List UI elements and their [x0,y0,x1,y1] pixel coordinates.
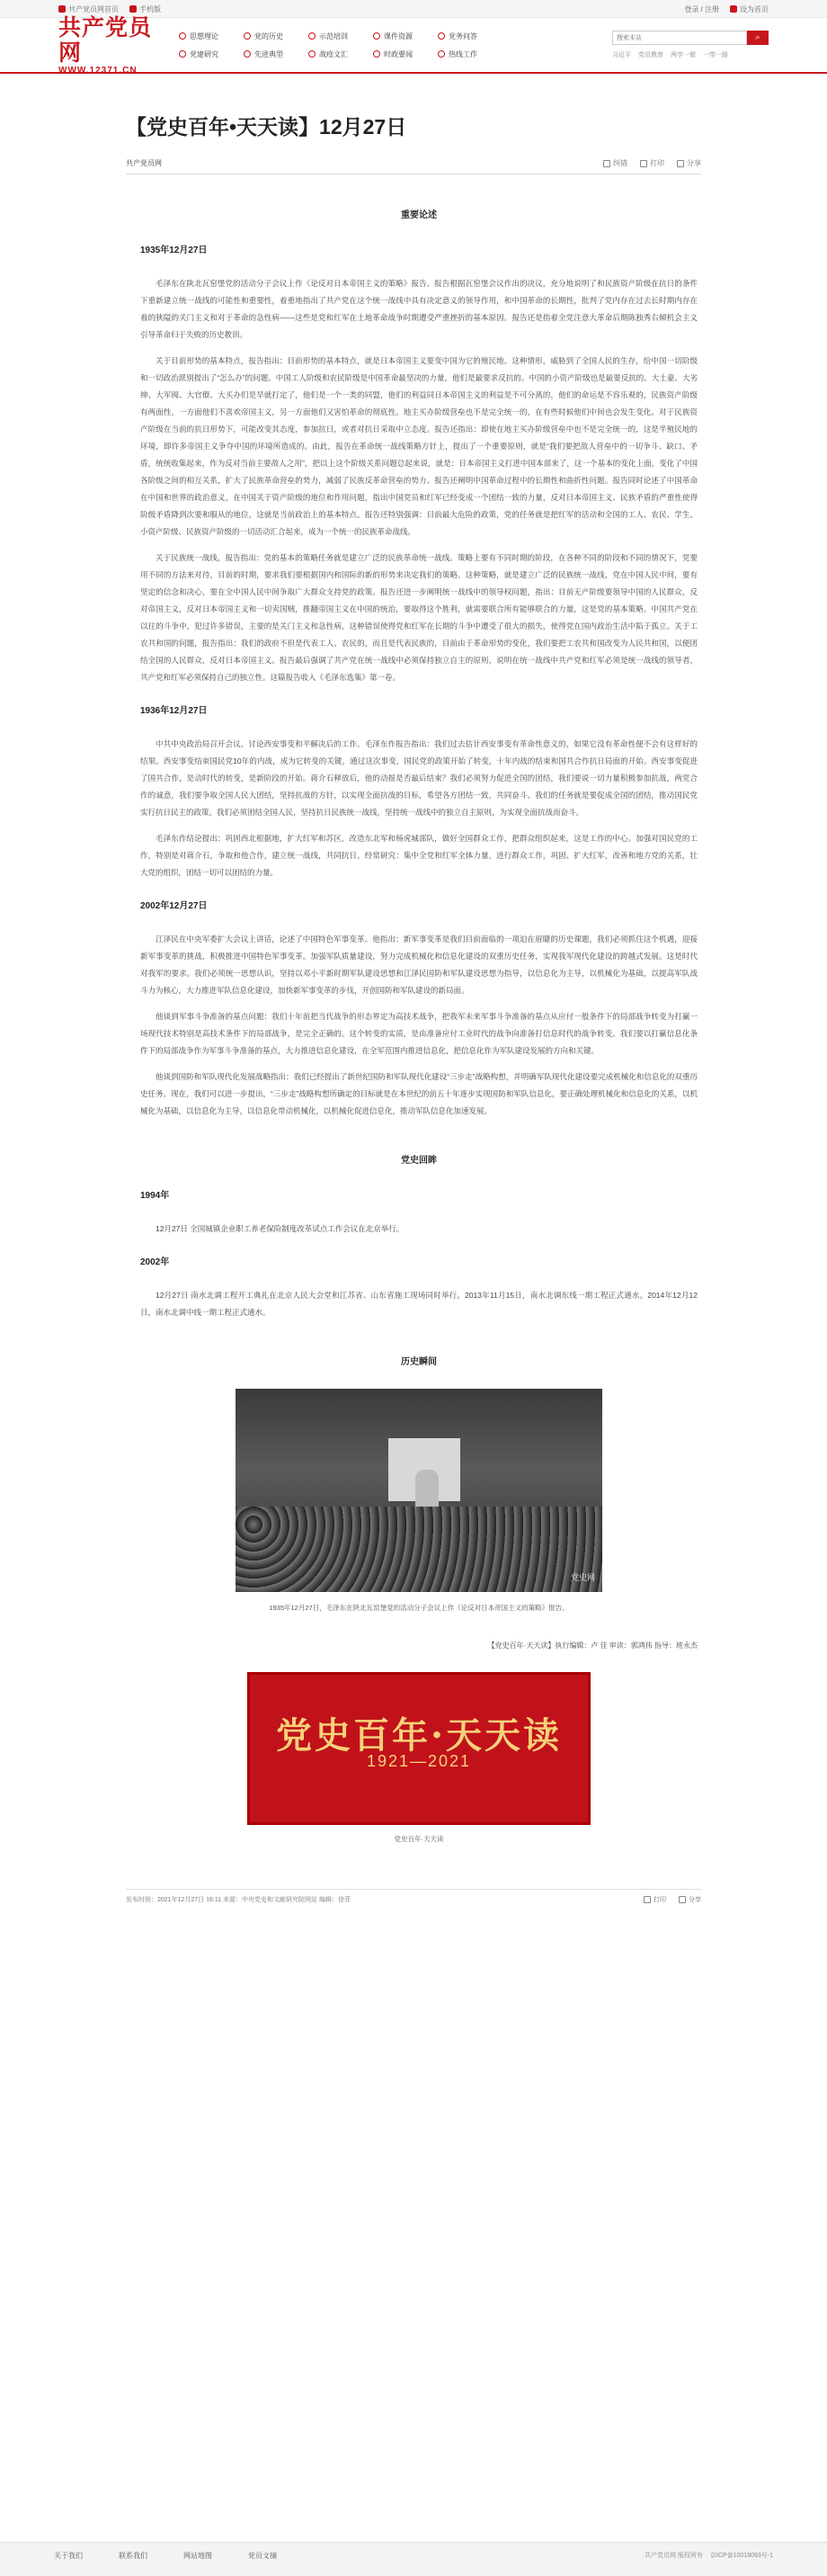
photo-watermark: 党史网 [570,1573,595,1582]
banner-years: 1921—2021 [366,1752,472,1770]
historic-photo [236,1389,602,1592]
paragraph: 中共中央政治局召开会议，讨论西安事变和平解决后的工作。毛泽东作报告指出：我们过去估计西安事变有革命性意义的，如果它没有革命性便不会有这样好的结果。西安事变结束国民党10年的内战，成为它转变的关键，通过这次事变，国民党的政策开始了转变，十年内战的结束和国共合作抗日局面的开始。西安事变促进了国共合作，是动时代的转变，是新阶段的开始。蒋介石释放后，他的动摇是否最后结束？我们必须努力促进全国的团结，我们要说一切力量积极参加抗战，两党合作的诚意，我们要争取全国人民大团结，坚持抗战的方针，以实现全面抗战的目标，希望各方团结一致，共同奋斗。我们的任务就是要促成全国的团结，推动国民党实行抗日民主的政策。我们必须团结全国人民，坚持抗日民族统一战线，坚持统一战线中的独立自主原则，为实现全面抗战而奋斗。 [140,739,698,817]
paragraph: 关于目前形势的基本特点，报告指出：目前形势的基本特点，就是日本帝国主义要变中国为它的殖民地。这种情形，威胁到了全国人民的生存，给中国一切阶级和一切政治派别提出了“怎么办”的问题。中国工人阶级和农民阶级是中国革命最坚决的力量，他们是最要求反抗的。中国的小资产阶级也是最要反抗的。大土豪、大劣绅、大军阀、大官僚、大买办们是早就打定了，他们是一个一类的同盟，他们的利益同日本帝国主义的利益是不可分离的，他们的命运是不容乐观的，民族资产阶级有两面性，一方面他们不喜欢帝国主义，另一方面他们又害怕革命的彻底性。地主买办阶级营垒也不是完全统一的，在有些时候他们中间也会发生变化。对于民族资产阶级在当前的抗日形势下，可能改变其态度，参加抗日，或者对抗日采取中立态度。报告还指出：即使在地主买办阶级营垒中也不是完全统一的，这是半殖民地的环境，即许多帝国主义争夺中国的环境所造成的。由此，报告在革命统一战线策略方针上，提出了一个重要原则，就是“我们要把敌人营垒中的一切争斗、缺口、矛盾，统统收集起来，作为反对当前主要敌人之用”，把以上这个阶级关系问题总起来说，就是：日本帝国主义打进中国本部来了，这一个基本的变化上面，变化了中国各阶级之间的相互关系，扩大了民族革命营垒的势力，减弱了民族反革命营垒的势力。报告还阐明中国革命过程中的长期性和曲折性问题。报告同时论述了中国革命在中国和世界的政治意义，在中国关于资产阶级的地位和作用问题，指出中国党员和红军已经变成一个团结一致的力量，反对日本帝国主义、民族矛盾的严重性使得阶级矛盾降到次要和服从的地位，这就是当前政治上的基本特点。报告还特别强调：目前最大危险的政策，党的任务就是把红军的活动和全国的工人、农民、学生、小资产阶级、民族资产阶级的一切活动汇合起来，成为一个统一的民族革命战线。 [140,356,698,536]
year-heading: 2002年12月27日 [140,901,208,911]
section-heading: 党史回眸 [401,1156,437,1166]
article-body [108,207,719,1847]
share-icon [679,1896,686,1903]
paragraph: 毛泽东在陕北瓦窑堡党的活动分子会议上作《论反对日本帝国主义的策略》报告。报告根据瓦窑堡会议作出的决议，充分地说明了和民族资产阶级在抗日的条件下重新建立统一战线的可能性和重要性，着重地指出了共产党在这个统一战线中具有决定意义的领导作用，和中国革命的长期性，批判了党内存在过去长时期内存在着的狭隘的关门主义和对于革命的急性病——这些是党和红军在土地革命战争时期遭受严重挫折的基本原因。报告还是指着全党注意大革命后期陈独秀右倾机会主义引导革命归于失败的历史教训。 [140,279,698,339]
paragraph: 12月27日 全国城镇企业职工养老保险制度改革试点工作会议在北京举行。 [156,1224,405,1233]
footer-link[interactable]: 党员文摘 [248,2551,277,2560]
year-heading: 1994年 [140,1191,170,1201]
icp-number[interactable]: 京ICP备10018093号-1 [709,2553,773,2559]
year-heading: 1936年12月27日 [140,706,208,716]
nav-item[interactable]: 时政要闻 [373,49,438,59]
main-nav [179,31,502,59]
publish-info: 发布时间：2021年12月27日 16:11 来源：中央党史和文献研究院网站 编辑：徐菲 [126,1897,351,1903]
article-meta [126,158,701,174]
home-icon [58,5,66,13]
nav-item[interactable]: 党的历史 [244,31,308,41]
nav-item[interactable]: 热线工作 [438,49,502,59]
nav-item[interactable]: 党建研究 [179,49,244,59]
house-icon [730,5,737,13]
set-homepage-link[interactable]: 设为首页 [730,4,769,14]
copyright: 共产党员网 版权所有 [645,2553,703,2559]
year-heading: 2002年 [140,1257,170,1267]
photo-caption: 1935年12月27日，毛泽东在陕北瓦窑堡党的活动分子会议上作《论反对日本帝国主义的策略》报告。 [269,1604,569,1612]
footer-link[interactable]: 联系我们 [119,2551,147,2560]
section-heading: 历史瞬间 [401,1357,437,1367]
search-button[interactable] [747,31,769,45]
year-heading: 1935年12月27日 [140,246,208,255]
paragraph: 他谈到军事斗争准备的基点问题：我们十年前把当代战争的形态界定为高技术战争，把我军未来军事斗争准备的基点从应付一般条件下的局部战争转变为打赢一场现代技术特别是高技术条件下的局部战争，是完全正确的。这个转变的实质，是由准备应付工业时代的战争向准备打信息时代的战争转变。我们要以打赢信息化条件下的局部战争作为军事斗争准备的基点，大力推进信息化建设，在全军范围内推进信息化，把信息化作为军队建设发展的方向和关键。 [140,1012,698,1055]
nav-item[interactable]: 战疫文汇 [308,49,373,59]
mobile-icon [129,5,137,13]
section-heading: 重要论述 [401,210,437,220]
column-banner [247,1672,591,1825]
print-button[interactable]: 打印 [640,158,664,168]
edit-icon [603,160,610,167]
search-input[interactable] [612,31,747,45]
site-footer [0,2542,827,2576]
site-logo[interactable]: 共产党员网 WWW.12371.CN [58,13,153,76]
hot-keyword[interactable]: 习近平 [612,52,631,58]
footer-link[interactable]: 网站地图 [183,2551,212,2560]
nav-item[interactable]: 党务问答 [438,31,502,41]
nav-item[interactable]: 先进典型 [244,49,308,59]
hot-keyword[interactable]: 党员教育 [638,52,663,58]
footer-link[interactable]: 关于我们 [54,2551,83,2560]
historic-photo-figure [140,1389,698,1614]
paragraph: 江泽民在中央军委扩大会议上讲话，论述了中国特色军事变革。他指出：新军事变革是我们目前面临的一项迫在眉睫的历史课题，我们必须抓住这个机遇，迎接新军事变革的挑战，积极推进中国特色军事变革。加强军队质量建设，努力完成机械化和信息化建设的双重历史任务，实现我军现代化建设的跨越式发展。这是时代对我军的要求。我们必须统一思想认识，坚持以邓小平新时期军队建设思想和江泽民国防和军队建设思想为指导，以信息化为主导，以机械化为基础，以提高军队战斗力为核心，大力推进军队信息化建设，加快新军事变革的步伐，开创国防和军队建设的新局面。 [140,935,698,995]
home-link[interactable]: 共产党员网首页 [58,4,119,14]
search-icon: ⌕ [755,33,760,42]
banner-caption: 党史百年·天天读 [394,1835,444,1843]
share-icon [677,160,684,167]
editor-credits: 【党史百年·天天读】执行编辑：卢 佳 审读：郭鸿伟 指导：班永杰 [487,1641,698,1650]
hot-keywords [612,50,769,59]
article-title: 【党史百年•天天读】12月27日 [126,115,407,139]
paragraph: 毛泽东作结论提出：巩固西北根据地，扩大红军和苏区，改造东北军和杨虎城部队，做好全国群众工作，把群众组织起来，这是工作的中心。加强对国民党的工作，特别是对蒋介石，争取和他合作，建立统一战线，共同抗日。经常研究：集中全党和红军全体力量，进行群众工作，巩固、扩大红军，改善和地方党的关系，壮大党的组织，团结一切可以团结的力量。 [140,834,698,877]
article-tools [603,158,701,168]
share-button[interactable]: 分享 [679,1895,701,1904]
article-tools-bottom [644,1895,701,1904]
print-button[interactable]: 打印 [644,1895,666,1904]
login-link[interactable]: 登录 / 注册 [684,4,719,13]
share-button[interactable]: 分享 [677,158,701,168]
report-error-button[interactable]: 纠错 [603,158,627,168]
paragraph: 12月27日 南水北调工程开工典礼在北京人民大会堂和江苏省、山东省施工现场同时举行。2013年11月15日，南水北调东线一期工程正式通水。2014年12月12日，南水北调中线一期工程正式通水。 [140,1291,698,1317]
paragraph: 关于民族统一战线，报告指出：党的基本的策略任务就是建立广泛的民族革命统一战线。策略上要有不同时期的阶段，在各种不同的阶段和不同的情况下，党要用不同的方法来对待，目前的时期，要求我们要根据国内和国际的新的形势来决定我们的策略。这种策略，就是建立广泛的民族统一战线，党在中国人民中间，要有坚定的信念和决心，要在全中国人民中间争取广大群众支持党的政策。报告还进一步阐明统一战线中的领导权问题，指出：目前无产阶级要领导中国的人民群众，反对帝国主义，反对日本帝国主义和一切卖国贼，推翻帝国主义在中国的统治，要取得这个胜利，就需要联合所有能够联合的力量，这是党的基本策略。中国共产党在以往的斗争中，犯过许多错误，主要的是关门主义和急性病，这种错误使得党和红军在长期的斗争中遭受了很大的损失，使得党在国内政治生活中陷于孤立。关于工农共和国的问题，报告指出：我们的政府不但是代表工人、农民的，而且是代表民族的，目前由于革命形势的变化，我们要把工农共和国改变为人民共和国，以便团结全国的人民群众，反对日本帝国主义。报告最后强调了共产党在统一战线中必须保持独立自主的原则，说明在统一战线中共产党和红军必须是统一战线的领导者，共产党和红军必须保持自己的独立性。这篇报告收入《毛泽东选集》第一卷。 [140,553,698,682]
hot-keyword[interactable]: 一带一路 [703,52,728,58]
printer-icon [644,1896,651,1903]
nav-item[interactable]: 课件资源 [373,31,438,41]
banner-title: 党史百年·天天读 [276,1714,562,1757]
search-area [612,31,769,59]
nav-item[interactable]: 思想理论 [179,31,244,41]
paragraph: 他谈到国防和军队现代化发展战略指出：我们已经提出了新世纪国防和军队现代化建设“三步走”战略构想，并明确军队现代化建设要完成机械化和信息化的双重历史任务。现在，我们可以进一步提出，“三步走”战略构想所确定的目标就是在本世纪的前五十年逐步实现国防和军队信息化，要正确处理机械化和信息化的关系，以机械化为基础，以信息化为主导，以信息化带动机械化，以机械化促进信息化，推动军队信息化加速发展。 [140,1072,698,1115]
nav-item[interactable]: 示范培训 [308,31,373,41]
article [108,74,719,1904]
article-footer [126,1889,701,1904]
printer-icon [640,160,647,167]
hot-keyword[interactable]: 两学一做 [671,52,696,58]
mobile-link[interactable]: 手机版 [129,4,161,14]
article-source: 共产党员网 [126,159,162,167]
site-header [0,13,827,76]
